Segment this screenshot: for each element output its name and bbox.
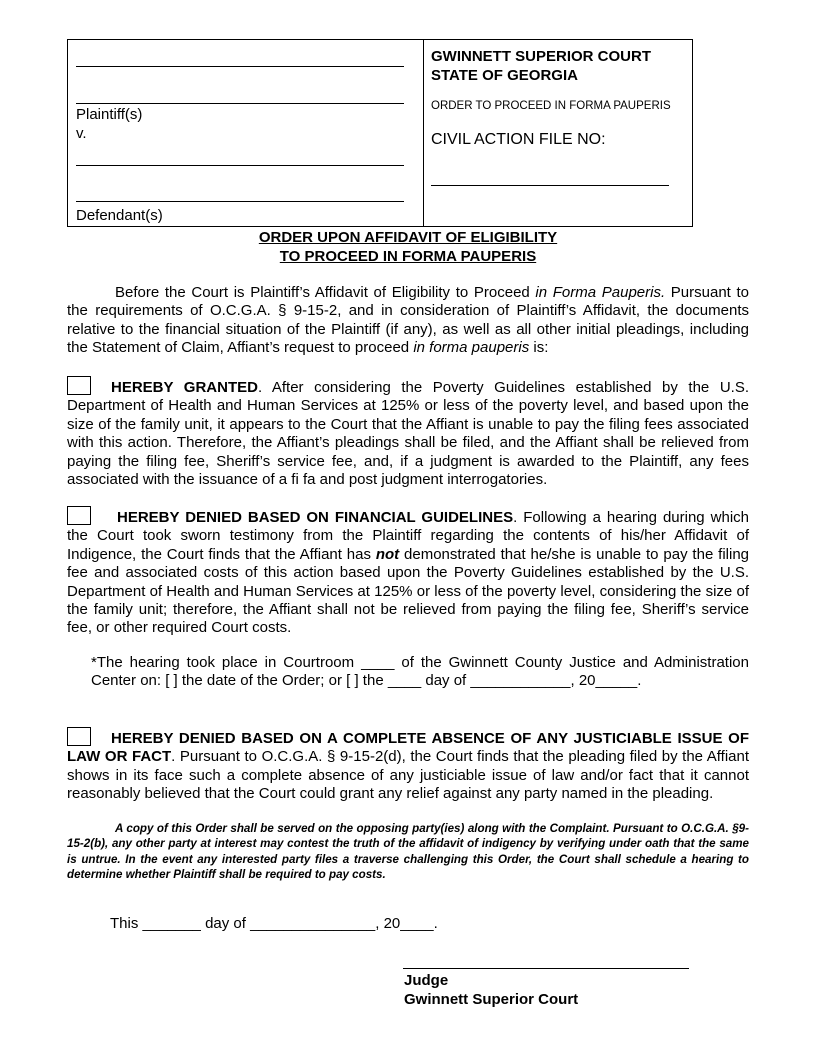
order-type: ORDER TO PROCEED IN FORMA PAUPERIS (431, 100, 671, 112)
court-state: STATE OF GEORGIA (431, 67, 578, 84)
judge-signature-line[interactable] (403, 968, 689, 969)
denied-financial-heading: HEREBY DENIED BASED ON FINANCIAL GUIDELINES (117, 509, 514, 526)
granted-text: . After considering the Poverty Guidelines established by the U.S. Department of Health and Human Services at 125% or less of the poverty level, and based upon the size of the family unit, it appears to the Court that the Affiant is unable to pay the filing fees associated with this action. Therefore, the Affiant’s pleadings shall be filed, and the Affiant shall be relieved from paying the filing fee, Sheriff’s service fee, and, if a judgment is awarded to the Plaintiff, any fees associated with the issuance of a fi fa and post judgment interrogatories. (67, 379, 749, 489)
denied-absence-heading: HEREBY DENIED BASED ON A COMPLETE ABSENCE OF ANY JUSTICIABLE ISSUE OF LAW OR FACT (67, 730, 749, 766)
service-notice: A copy of this Order shall be served on the opposing party(ies) along with the Complaint. Pursuant to O.C.G.A. §9-15-2(b), any other party at interest may contest the truth of the affidavit of indigency by verifying under oath that the same is untrue. In the event any interested party files a traverse challenging this Order, the Court shall schedule a hearing to determine whether Plaintiff shall be required to pay costs. (67, 822, 749, 882)
plaintiff-label: Plaintiff(s) (76, 106, 143, 123)
hearing-note: *The hearing took place in Courtroom ____ of the Gwinnett County Justice and Administration Center on: [ ] the date of the Order; or [ ] the ____ day of ____________, 20_____. (91, 654, 749, 690)
denied-financial-checkbox[interactable] (67, 506, 91, 525)
order-title-line-1: ORDER UPON AFFIDAVIT OF ELIGIBILITY (258, 229, 558, 246)
court-section (423, 40, 692, 226)
defendant-name-line-2[interactable] (76, 201, 404, 202)
intro-text-3: is: (529, 339, 549, 357)
judge-court: Gwinnett Superior Court (404, 991, 579, 1008)
plaintiff-name-line-2[interactable] (76, 103, 404, 104)
intro-italic-2: in forma pauperis (413, 339, 530, 357)
granted-paragraph (67, 376, 749, 489)
intro-italic-1: in Forma Pauperis. (535, 284, 666, 301)
judge-title: Judge (404, 972, 449, 989)
order-dateline: This _______ day of _______________, 20____. (110, 915, 438, 932)
civil-action-label: CIVIL ACTION FILE NO: (431, 131, 606, 148)
denied-absence-checkbox[interactable] (67, 727, 91, 746)
not-emphasis: not (375, 545, 400, 563)
plaintiff-name-line-1[interactable] (76, 66, 404, 67)
defendant-label: Defendant(s) (76, 207, 163, 224)
denied-absence-paragraph (67, 727, 749, 804)
intro-text-1: Before the Court is Plaintiff’s Affidavit of Eligibility to Proceed (115, 284, 536, 301)
intro-paragraph (67, 284, 749, 358)
denied-financial-paragraph (67, 506, 749, 638)
versus-label: v. (76, 125, 87, 142)
parties-section (68, 40, 424, 226)
intro-text-2: Pursuant to the requirements of O.C.G.A. § 9-15-2, and in consideration of Plaintiff’s Affidavit, the documents relative to the financial situation of the Plaintiff (if any), as well as all other initial pleadings, including the Statement of Claim, Affiant’s request to proceed (67, 284, 749, 357)
civil-action-number-line[interactable] (431, 185, 669, 186)
denied-absence-text: . Pursuant to O.C.G.A. § 9-15-2(d), the Court finds that the pleading filed by the Affiant shows in its face such a complete absence of any justiciable issue of law and/or fact that it cannot reasonably believed that the Court could grant any relief against any party named in the pleading. (67, 748, 750, 803)
court-name: GWINNETT SUPERIOR COURT (431, 48, 651, 65)
denied-financial-text-2: demonstrated that he/she is unable to pay the filing fee and associated costs of this action based upon the Poverty Guidelines established by the U.S. Department of Health and Human Services at 125% or less of the poverty level, considering the size of the family unit; therefore, the Affiant shall not be relieved from paying the filing fee, Sheriff’s service fee, or other required Court costs. (67, 545, 749, 637)
granted-heading: HEREBY GRANTED (111, 379, 258, 396)
defendant-name-line-1[interactable] (76, 165, 404, 166)
denied-financial-text-1: . Following a hearing during which the Court took sworn testimony from the Plaintiff regarding the contents of his/her Affidavit of Indigence, the Court finds that the Affiant has (67, 509, 749, 563)
case-caption-box (67, 39, 693, 227)
granted-checkbox[interactable] (67, 376, 91, 395)
order-title-line-2: TO PROCEED IN FORMA PAUPERIS (279, 248, 537, 265)
